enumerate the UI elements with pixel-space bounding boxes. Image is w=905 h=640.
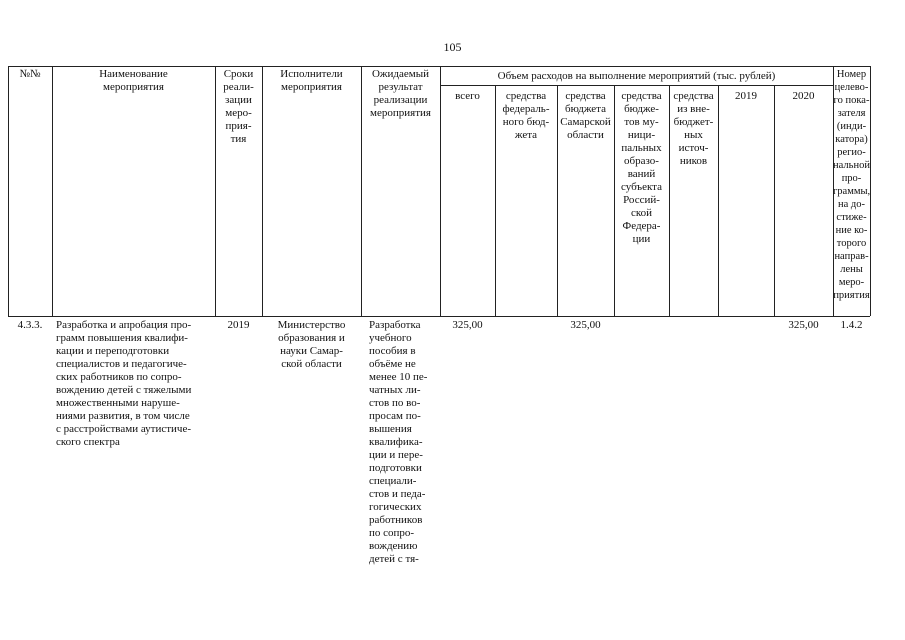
col-border [52, 66, 53, 316]
col-border [8, 66, 9, 316]
header-extrabudget: средства из вне- бюджет- ных источ- ников [673, 90, 714, 167]
row-expected-result: Разработка учебного пособия в объёме не менее 10 пе- чатных ли- стов по во- просам по- вышения квалифика- ции и пере- подготовки специали- стов и педа- гогических работников по сопро- вождению детей с тя- [369, 319, 428, 565]
row-name: Разработка и апробация про- грамм повышения квалифи- кации и переподготовки специалистов и педагогиче- ских работников по сопро- вождению детей с тяжелыми множественными наруше- ниями развития, в том числе с расстройствами аутистиче- ского спектра [56, 319, 192, 448]
row-year-2020: 325,00 [788, 319, 819, 331]
row-total: 325,00 [452, 319, 483, 331]
header-expenses: Объем расходов на выполнение мероприятий (тыс. рублей) [497, 70, 776, 82]
row-executors: Министерство образования и науки Самар- ской области [277, 319, 346, 370]
header-municipal: средства бюдже- тов му- ници- пальных образо- ваний субъекта Россий- ской Федера- ции [620, 90, 662, 245]
col-border [262, 66, 263, 316]
header-expected-result: Ожидаемый результат реализации мероприятия [370, 68, 431, 119]
header-regional: средства бюджета Самарской области [560, 90, 611, 141]
row-num: 4.3.3. [17, 319, 43, 331]
header-total: всего [455, 90, 480, 102]
row-regional: 325,00 [570, 319, 601, 331]
row-indicator: 1.4.2 [840, 319, 863, 331]
header-year-2020: 2020 [792, 90, 815, 102]
header-name: Наименование мероприятия [99, 68, 168, 93]
col-border [870, 66, 871, 316]
header-federal: средства федераль- ного бюд- жета [502, 90, 550, 141]
header-terms: Сроки реали- зации меро- прия- тия [223, 68, 254, 145]
header-year-2019: 2019 [735, 90, 757, 102]
table-top-border [8, 66, 870, 67]
col-border [440, 66, 441, 316]
header-executors: Исполнители мероприятия [280, 68, 343, 93]
row-terms: 2019 [227, 319, 250, 331]
col-border [774, 85, 775, 316]
col-border [718, 85, 719, 316]
header-indicator: Номер целево- го пока- зателя (инди- катора) регио- нальной про- граммы, на до- стиже- ние ко- торого направ- лены меро- приятия [833, 69, 871, 301]
header-num: №№ [19, 68, 41, 80]
page-number: 105 [443, 40, 462, 54]
header-bottom-border [8, 316, 870, 317]
